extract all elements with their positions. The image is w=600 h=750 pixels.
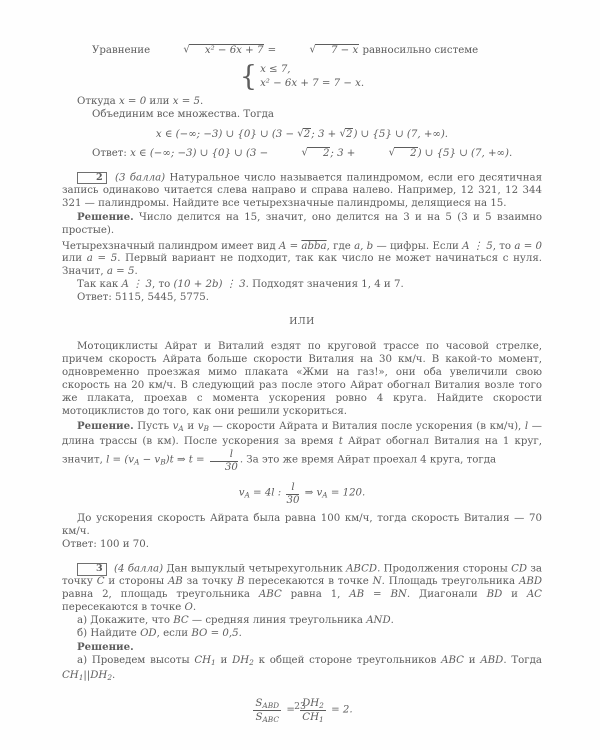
- problem-number-box: 2: [77, 172, 107, 185]
- fraction-numerator: l: [286, 482, 299, 495]
- math-run: ; 3 +: [311, 128, 340, 140]
- fraction-denominator: [253, 711, 281, 723]
- subscript-run: A: [178, 424, 184, 434]
- block-palindrome-form: [62, 241, 542, 280]
- text-run: . За это же время Айрат проехал 4 круга, тогда: [239, 454, 497, 466]
- text-run: пересекаются в точке: [244, 576, 373, 588]
- text-run: , где: [326, 240, 355, 252]
- subscript-run: 1: [318, 714, 324, 724]
- text-run: Четырехзначный палиндром имеет вид: [62, 240, 279, 252]
- math-run: O: [184, 602, 193, 614]
- block-solution-3-label: [62, 641, 542, 655]
- text-run: Уравнение: [92, 45, 154, 56]
- math-run: l: [524, 421, 529, 433]
- math-run: = 4l :: [249, 487, 285, 499]
- math-run: x² − 6x + 7 = 7 − x.: [260, 78, 365, 90]
- text-run: , то: [152, 279, 174, 291]
- text-run: До ускорения скорость Айрата была равна 100 км/ч, тогда скорость Виталия — 70 км/ч.: [62, 513, 542, 538]
- text-run: . Тогда: [503, 654, 542, 666]
- text-run: . Диагонали: [406, 589, 487, 601]
- text-run: пересекаются в точке: [62, 602, 185, 614]
- system-line: [260, 63, 290, 78]
- text-run: и: [215, 654, 233, 666]
- math-run: ) ∪ {5} ∪ (7, +∞).: [353, 128, 449, 140]
- text-run: . Продолжения стороны: [377, 563, 512, 575]
- math-run: =: [264, 45, 280, 56]
- text-run: и: [183, 421, 198, 433]
- math-run: ABC: [258, 589, 282, 601]
- text-run: Мотоциклисты Айрат и Виталий ездят по круговой трассе по часовой стрелке, причем скорость Айрата больше скорости Виталия на 30 км/ч. В какой-то момент, одновременно проезжая мимо плаката «Жми на газ!», они оба увеличили свою скорость на 20 км/ч. В следующий раз после этого Айрат обогнал Виталия возле того же плаката, проехав с момента ускорения ровно 4 круга. Найдите скорости мотоциклистов до того, как они решили ускориться.: [62, 341, 542, 417]
- math-run: S: [255, 711, 263, 723]
- block-eq-intro: [62, 44, 542, 58]
- sqrt-expression: [279, 44, 359, 58]
- math-run: (10 + 2b) ⋮ 3: [173, 279, 246, 291]
- math-run: − v: [139, 454, 161, 466]
- math-run: ABD: [480, 654, 504, 666]
- text-run: а) Докажите, что: [77, 615, 174, 627]
- block-solution-2alt: [62, 420, 542, 473]
- text-run: к общей стороне треугольников: [253, 654, 442, 666]
- text-run: , если: [156, 628, 192, 640]
- sqrt-expression: [339, 128, 353, 142]
- math-run: x = 0: [118, 95, 147, 107]
- math-run: a = 0: [514, 240, 543, 252]
- text-run: или: [62, 253, 87, 265]
- radicand: 2: [307, 147, 330, 161]
- fraction-denominator: 30: [286, 495, 300, 507]
- text-run: .: [112, 669, 116, 681]
- block-tak-kak: [62, 279, 542, 292]
- block-solution-2: [62, 211, 542, 238]
- text-run: и: [463, 654, 481, 666]
- math-run: =: [283, 704, 299, 716]
- block-after-eq: [62, 513, 542, 539]
- text-run: и: [502, 589, 527, 601]
- radicand: 2: [345, 128, 353, 140]
- system-lines: [260, 63, 364, 92]
- problem-number-box: 3: [77, 563, 107, 576]
- math-run: ABC: [441, 654, 464, 666]
- subscript-run: 1: [211, 657, 216, 667]
- text-run: Дан выпуклый четырехугольник: [166, 563, 347, 575]
- math-run: a, b: [354, 240, 374, 252]
- math-run: AC: [526, 589, 542, 601]
- sqrt-expression: [271, 147, 330, 161]
- math-run: ) ∪ {5} ∪ (7, +∞).: [417, 147, 513, 159]
- text-run: .: [134, 266, 138, 278]
- text-run: . Площадь треугольника: [381, 576, 519, 588]
- math-run: OD: [140, 628, 157, 640]
- block-item-a: [62, 615, 542, 628]
- overline-run: abba: [301, 240, 327, 252]
- radical-icon: √: [309, 44, 316, 56]
- math-run: AB = BN: [349, 589, 407, 601]
- math-run: DH: [302, 697, 320, 709]
- math-run: a = 5: [86, 253, 118, 265]
- block-sol-3a: [62, 655, 542, 685]
- math-run: A ⋮ 3: [121, 279, 153, 291]
- math-run: ; 3 +: [330, 147, 359, 159]
- text-run: — длина трассы (в км). После ускорения за время: [62, 421, 542, 448]
- document-content: [62, 44, 542, 737]
- block-answer-2: [62, 292, 542, 305]
- radical-icon: √: [301, 147, 308, 159]
- radicand: 2: [303, 128, 311, 140]
- text-run: Пусть: [133, 421, 173, 433]
- text-run: , то: [492, 240, 515, 252]
- text-run: а) Проведем высоты: [77, 654, 195, 666]
- math-run: x ∈ (−∞; −3) ∪ {0} ∪ (3 −: [130, 147, 272, 159]
- block-system: [62, 60, 542, 93]
- block-eq-va: [62, 482, 542, 506]
- subscript-run: ABC: [262, 714, 279, 724]
- fraction-denominator: [300, 711, 326, 723]
- italic-run: (3 балла): [110, 172, 170, 184]
- math-run: t: [338, 436, 343, 448]
- text-run: Откуда: [77, 95, 119, 107]
- math-run: A =: [278, 240, 302, 252]
- text-run: за точку: [182, 576, 237, 588]
- math-run: C: [96, 576, 105, 588]
- math-run: A ⋮ 5: [462, 240, 493, 252]
- math-run: CH: [194, 654, 212, 666]
- text-run: за точку: [62, 563, 543, 588]
- brace-icon: {: [239, 60, 258, 93]
- fraction-denominator: 30: [224, 462, 238, 474]
- text-run: б) Найдите: [77, 628, 141, 640]
- math-run: x ∈ (−∞; −3) ∪ {0} ∪ (3 −: [155, 128, 298, 140]
- text-run: и стороны: [104, 576, 168, 588]
- text-run: равносильно системе: [359, 45, 479, 56]
- block-item-b: [62, 628, 542, 641]
- text-run: — скорости Айрата и Виталия после ускорения (в км/ч),: [208, 421, 525, 433]
- radical-icon: √: [339, 128, 346, 140]
- block-answer-2alt: [62, 539, 542, 552]
- radicand: 2: [394, 147, 417, 161]
- math-run: = 120.: [327, 487, 366, 499]
- block-problem-3: [62, 563, 542, 615]
- text-run: .: [390, 615, 394, 627]
- subscript-run: A: [134, 457, 140, 467]
- fraction: [210, 449, 238, 473]
- math-run: = 2.: [327, 704, 353, 716]
- subscript-run: B: [203, 424, 209, 434]
- block-set-display: [62, 128, 542, 142]
- math-run: )t ⇒ t =: [165, 454, 208, 466]
- block-moto-problem: [62, 341, 542, 418]
- text-run: Айрат обогнал Виталия на 1 круг, значит,: [62, 436, 542, 466]
- math-run: N: [372, 576, 382, 588]
- subscript-run: 1: [78, 672, 84, 682]
- math-run: l = (v: [106, 454, 135, 466]
- block-or-separator: [62, 316, 542, 329]
- sqrt-expression: [297, 128, 311, 142]
- text-run: ИЛИ: [289, 316, 315, 328]
- subscript-run: 2: [107, 672, 113, 682]
- block-unite: [62, 109, 542, 122]
- text-run: или: [146, 95, 173, 107]
- subscript-run: A: [244, 490, 250, 500]
- text-run: . Первый вариант не подходит, так как число не может начинаться с нуля. Значит,: [62, 253, 543, 278]
- italic-run: (4 балла): [110, 563, 167, 575]
- math-run: ||DH: [83, 669, 108, 681]
- text-run: Натуральное число называется палиндромом, если его десятичная запись одинаково читается слева направо и справа налево. Например, 12 321, 12 344 321 — палиндромы. Найдите все четырехзначные палиндромы, делящиеся на 15.: [62, 172, 543, 209]
- text-run: — средняя линия треугольника: [188, 615, 367, 627]
- math-run: ⇒: [301, 487, 317, 499]
- subscript-run: A: [322, 490, 328, 500]
- math-run: BO = 0,5: [191, 628, 239, 640]
- text-run: — цифры. Если: [373, 240, 463, 252]
- block-answer-1: [62, 147, 542, 161]
- text-run: Ответ:: [92, 147, 131, 159]
- block-problem-2: [62, 172, 542, 211]
- radical-icon: √: [297, 128, 304, 140]
- text-run: Объединим все множества. Тогда: [92, 108, 274, 120]
- text-run: Число делится на 15, значит, оно делится на 3 и на 5 (3 и 5 взаимно простые).: [62, 211, 542, 236]
- bold-run: Решение.: [77, 420, 134, 433]
- subscript-run: 2: [249, 657, 254, 667]
- text-run: .: [192, 602, 197, 614]
- math-run: ABD: [518, 576, 542, 588]
- page-number: 23: [294, 701, 306, 712]
- math-run: v: [197, 421, 204, 433]
- math-run: a = 5: [106, 266, 135, 278]
- bold-run: Решение.: [77, 210, 134, 223]
- sqrt-expression: [153, 44, 264, 58]
- math-run: S: [255, 697, 263, 709]
- math-run: x ≤ 7,: [260, 63, 291, 75]
- sqrt-expression: [359, 147, 418, 161]
- system-line: [260, 77, 364, 92]
- math-run: CD: [511, 563, 528, 575]
- math-run: CH: [62, 669, 79, 681]
- math-run: v: [238, 487, 245, 499]
- radicand: 7 − x: [315, 44, 359, 58]
- math-run: AB: [167, 576, 183, 588]
- text-run: Так как: [77, 279, 122, 291]
- text-run: Ответ: 5115, 5445, 5775.: [77, 292, 210, 304]
- math-run: v: [172, 421, 179, 433]
- text-run: .: [238, 628, 242, 640]
- math-run: AND: [366, 615, 391, 627]
- text-run: . Подходят значения 1, 4 и 7.: [245, 279, 404, 291]
- radicand: x² − 6x + 7: [189, 44, 265, 58]
- subscript-run: ABD: [262, 700, 280, 710]
- text-run: равна 1,: [281, 589, 350, 601]
- block-otkuda: [62, 96, 542, 109]
- math-run: BD: [486, 589, 503, 601]
- text-run: Ответ: 100 и 70.: [62, 539, 149, 551]
- math-run: DH: [232, 654, 250, 666]
- radical-icon: √: [183, 44, 190, 56]
- fraction: [286, 482, 299, 506]
- subscript-run: 2: [319, 700, 324, 710]
- text-run: равна 2, площадь треугольника: [62, 589, 259, 601]
- fraction-numerator: l: [210, 449, 238, 462]
- math-run: x = 5: [172, 95, 200, 107]
- radical-icon: √: [388, 147, 396, 159]
- math-run: v: [316, 487, 323, 499]
- math-run: ABCD: [346, 563, 378, 575]
- subscript-run: B: [160, 457, 166, 467]
- text-run: .: [199, 95, 204, 107]
- math-run: BC: [173, 615, 189, 627]
- math-run: B: [236, 576, 245, 588]
- bold-run: Решение.: [77, 640, 134, 653]
- math-run: CH: [302, 711, 319, 723]
